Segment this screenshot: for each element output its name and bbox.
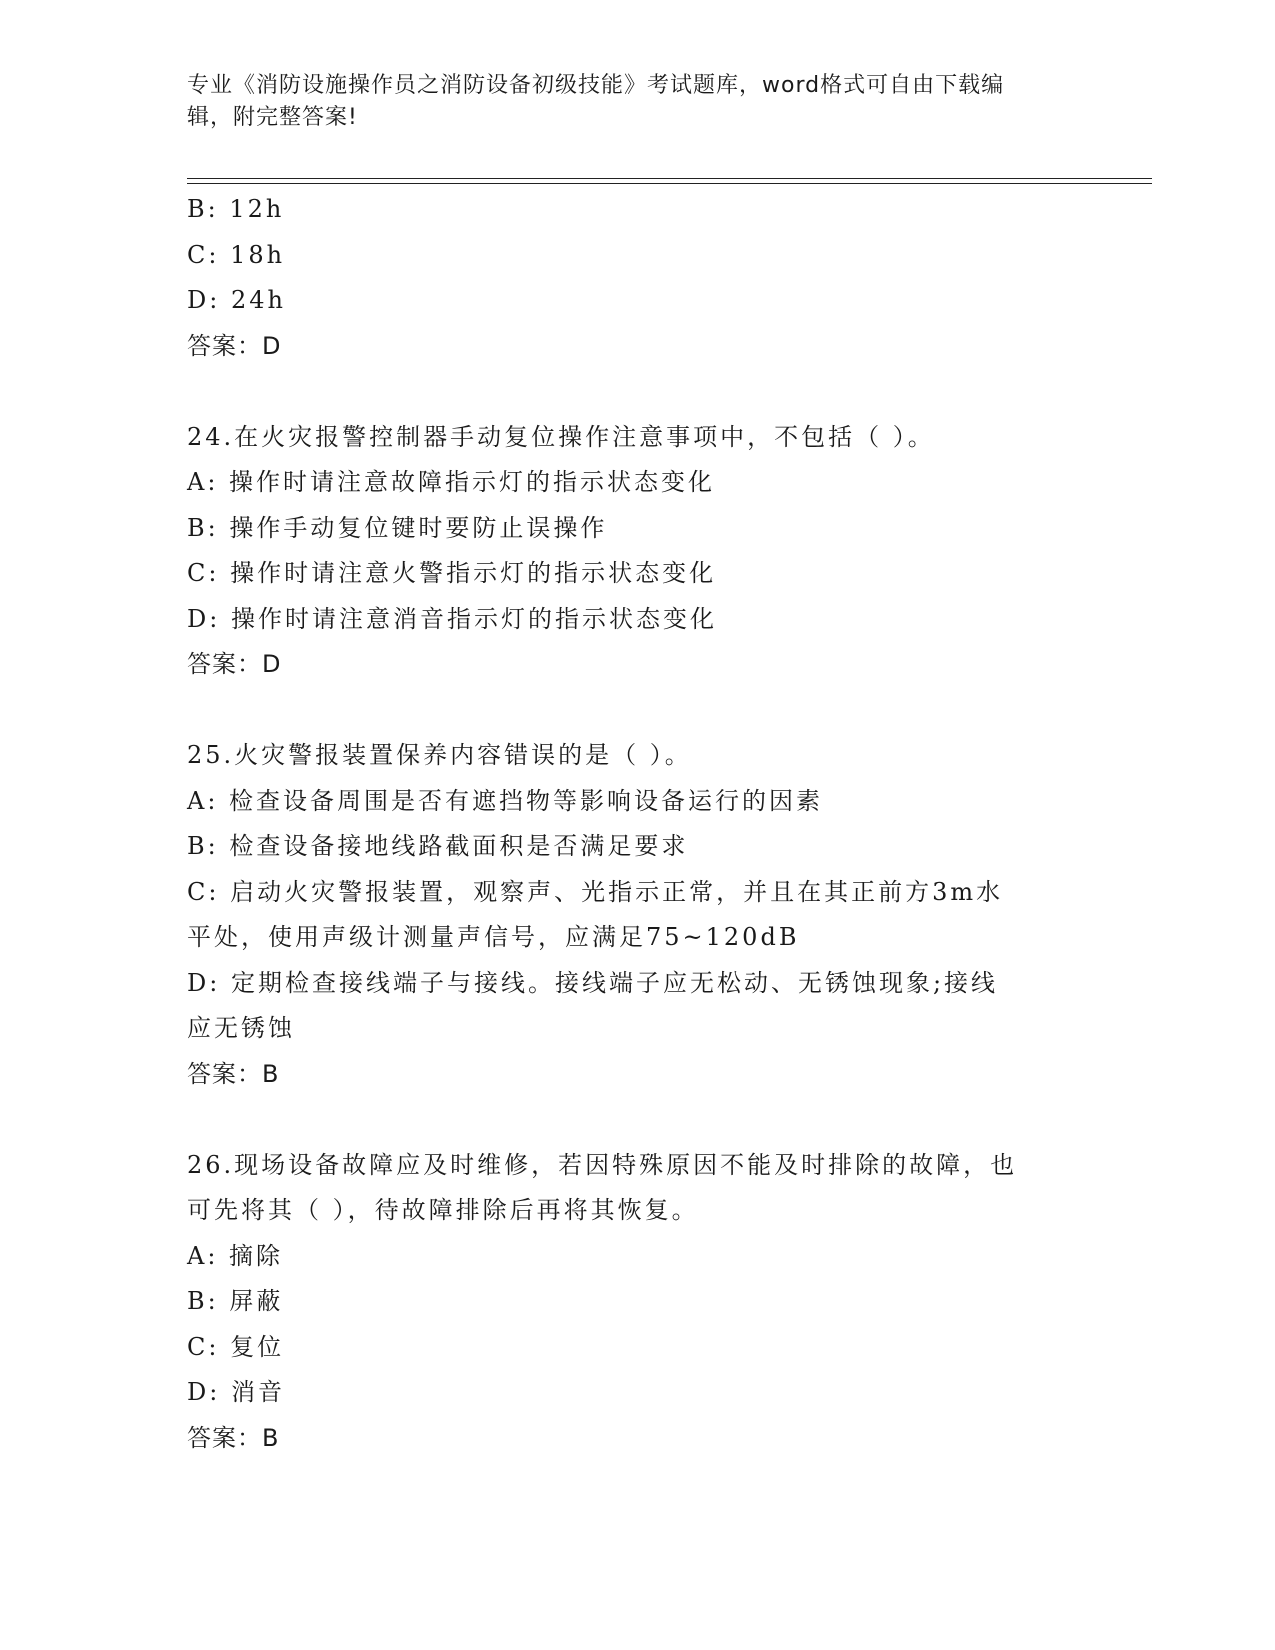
option-c-continued: 平处，使用声级计测量声信号，应满足75~120dB <box>187 923 800 951</box>
option-c: C: 操作时请注意火警指示灯的指示状态变化 <box>187 559 717 587</box>
option-d: D: 消音 <box>187 1378 285 1406</box>
option-d: D: 定期检查接线端子与接线。接线端子应无松动、无锈蚀现象;接线 <box>187 968 999 997</box>
question-24 <box>187 415 1087 688</box>
question-stem: 25.火灾警报装置保养内容错误的是（ ）。 <box>187 741 692 769</box>
option-b: B: 操作手动复位键时要防止误操作 <box>187 513 608 542</box>
answer: 答案：D <box>187 650 282 678</box>
option-d: D: 操作时请注意消音指示灯的指示状态变化 <box>187 604 717 633</box>
header-line-1: 专业《消防设施操作员之消防设备初级技能》考试题库，word格式可自由下载编 <box>187 73 1005 98</box>
option-b: B: 检查设备接地线路截面积是否满足要求 <box>187 832 689 860</box>
header-divider-top <box>187 178 1152 179</box>
header-divider-bottom <box>187 183 1152 184</box>
option-d: D: 24h <box>187 286 286 314</box>
option-c: C: 复位 <box>187 1332 285 1361</box>
page-header <box>187 70 1067 134</box>
option-c: C: 18h <box>187 240 286 269</box>
answer: 答案：D <box>187 331 282 360</box>
option-d-continued: 应无锈蚀 <box>187 1014 295 1042</box>
option-a: A: 检查设备周围是否有遮挡物等影响设备运行的因素 <box>187 786 824 815</box>
option-a: A: 操作时请注意故障指示灯的指示状态变化 <box>187 468 716 496</box>
question-stem: 24.在火灾报警控制器手动复位操作注意事项中，不包括（ ）。 <box>187 422 935 451</box>
option-b: B: 12h <box>187 195 285 223</box>
answer: 答案：B <box>187 1059 280 1088</box>
prev-question <box>187 187 1087 369</box>
option-c: C: 启动火灾警报装置，观察声、光指示正常，并且在其正前方3m水 <box>187 877 1004 906</box>
option-a: A: 摘除 <box>187 1241 284 1270</box>
question-26 <box>187 1143 1087 1462</box>
question-25 <box>187 733 1087 1097</box>
answer: 答案：B <box>187 1423 280 1452</box>
question-content <box>187 187 1087 1461</box>
header-line-2: 辑，附完整答案! <box>187 105 358 130</box>
question-stem: 26.现场设备故障应及时维修，若因特殊原因不能及时排除的故障，也 <box>187 1150 1018 1179</box>
question-stem-continued: 可先将其（ ），待故障排除后再将其恢复。 <box>187 1196 699 1224</box>
option-b: B: 屏蔽 <box>187 1287 284 1315</box>
